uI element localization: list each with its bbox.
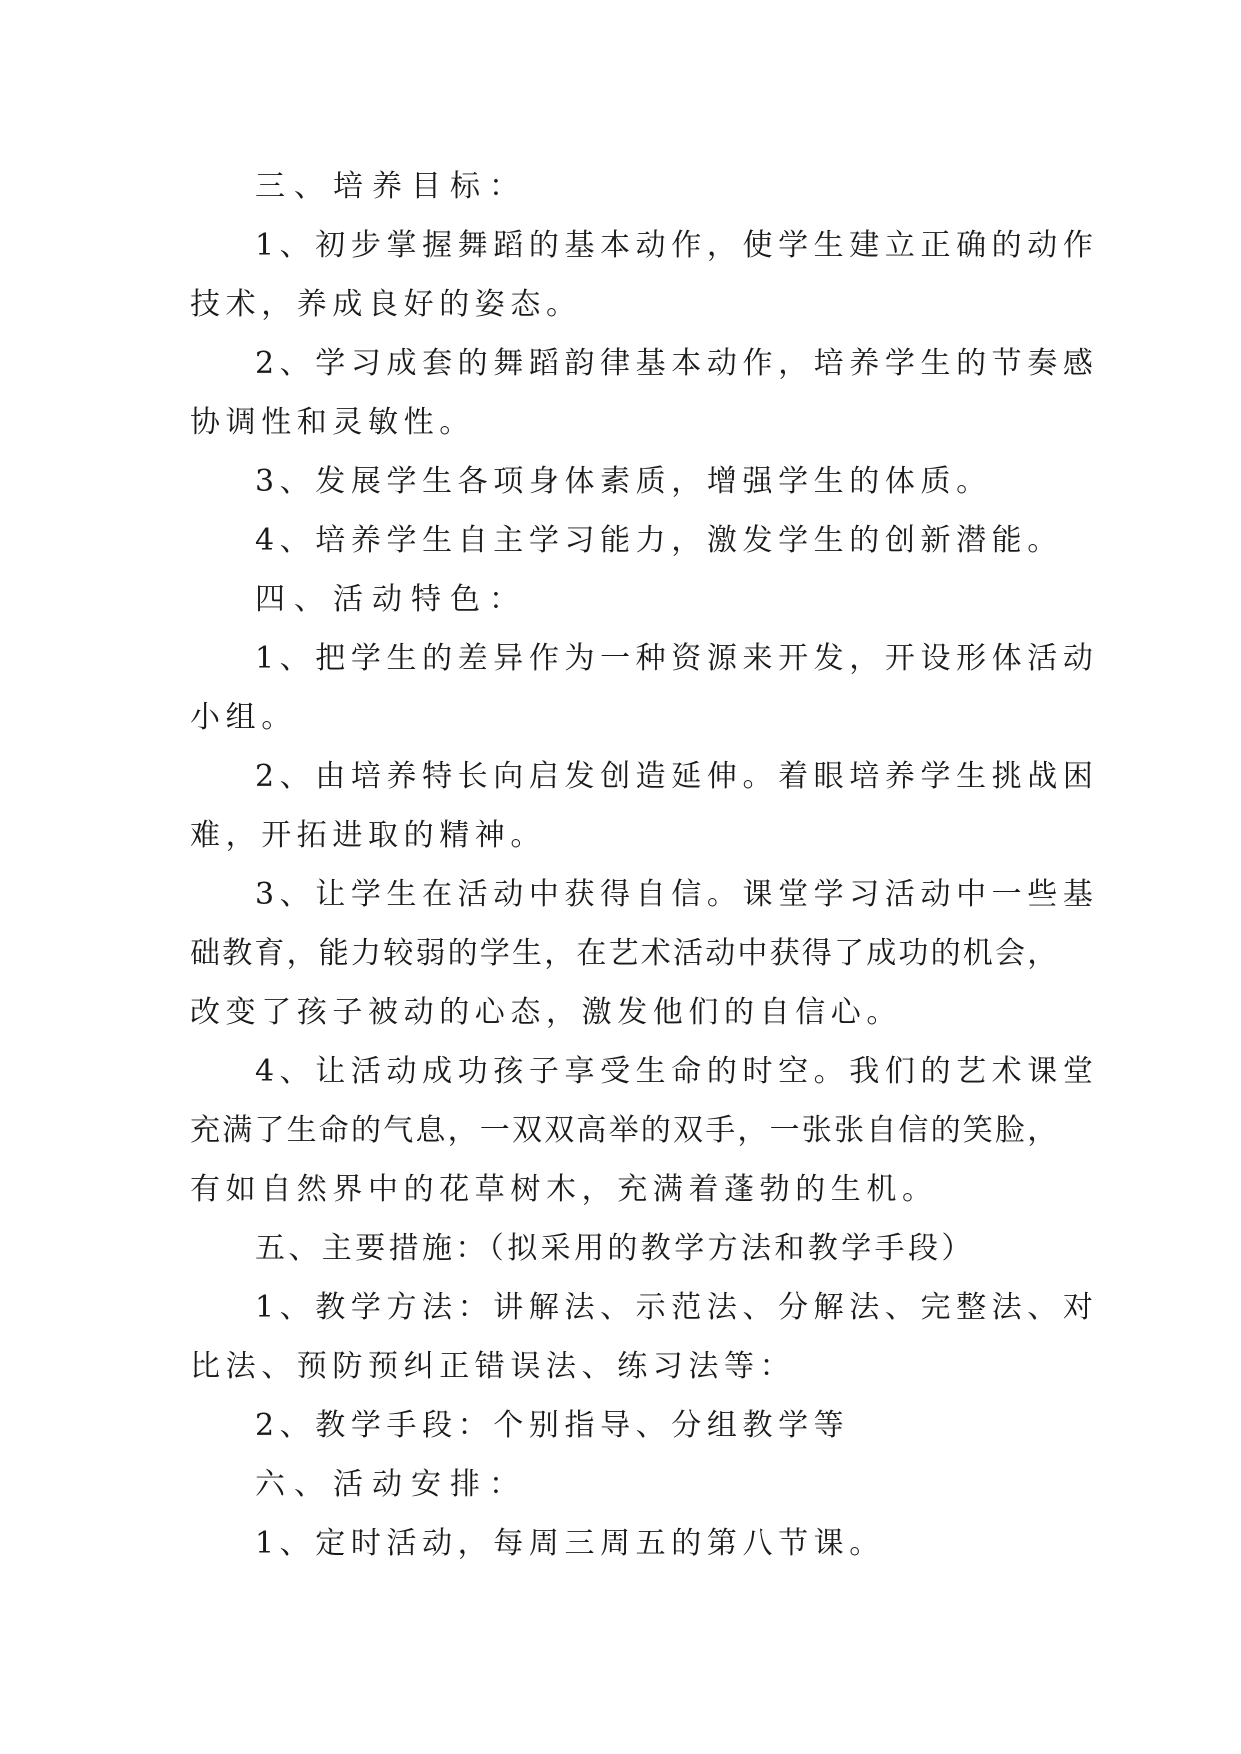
paragraph-line: 4、培养学生自主学习能力，激发学生的创新潜能。 (255, 523, 1063, 558)
paragraph-line: 1、教学方法：讲解法、示范法、分解法、完整法、对 (255, 1290, 1099, 1325)
paragraph-line: 1、初步掌握舞蹈的基本动作，使学生建立正确的动作 (255, 228, 1099, 263)
paragraph-line: 4、让活动成功孩子享受生命的时空。我们的艺术课堂 (255, 1054, 1099, 1089)
paragraph-line: 改变了孩子被动的心态，激发他们的自信心。 (190, 995, 902, 1030)
section-heading-training-goals: 三、培养目标： (255, 169, 528, 204)
paragraph-line: 有如自然界中的花草树木，充满着蓬勃的生机。 (190, 1172, 938, 1207)
paragraph-line: 2、学习成套的舞蹈韵律基本动作，培养学生的节奏感 (255, 346, 1099, 381)
paragraph-line: 1、把学生的差异作为一种资源来开发，开设形体活动 (255, 641, 1099, 676)
paragraph-line: 2、教学手段：个别指导、分组教学等 (255, 1408, 850, 1443)
paragraph-line: 比法、预防预纠正错误法、练习法等： (190, 1349, 796, 1384)
paragraph-line: 技术，养成良好的姿态。 (190, 287, 582, 322)
paragraph-line: 3、发展学生各项身体素质，增强学生的体质。 (255, 464, 992, 499)
section-heading-activity-arrangement: 六、活动安排： (255, 1467, 528, 1502)
section-heading-activity-features: 四、活动特色： (255, 582, 528, 617)
paragraph-line: 难，开拓进取的精神。 (190, 818, 546, 853)
section-heading-main-measures: 五、主要措施：（拟采用的教学方法和教学手段） (255, 1231, 975, 1266)
paragraph-line: 础教育，能力较弱的学生，在艺术活动中获得了成功的机会， (190, 936, 1060, 971)
paragraph-line: 2、由培养特长向启发创造延伸。着眼培养学生挑战困 (255, 759, 1099, 794)
paragraph-line: 充满了生命的气息，一双双高举的双手，一张张自信的笑脸， (190, 1113, 1060, 1148)
paragraph-line: 3、让学生在活动中获得自信。课堂学习活动中一些基 (255, 877, 1099, 912)
paragraph-line: 1、定时活动，每周三周五的第八节课。 (255, 1526, 885, 1561)
paragraph-line: 小组。 (190, 700, 297, 735)
paragraph-line: 协调性和灵敏性。 (190, 405, 475, 440)
